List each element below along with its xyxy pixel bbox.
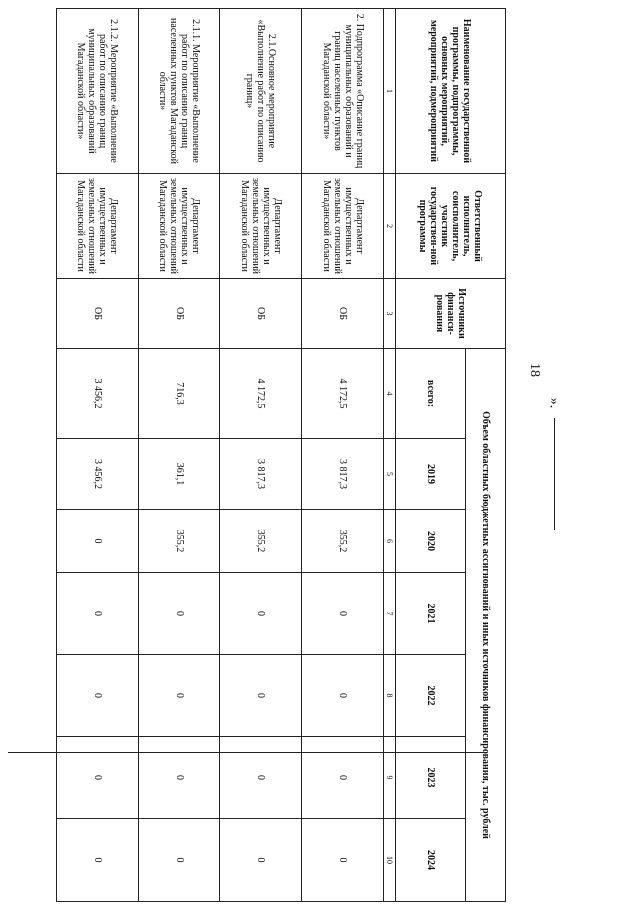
column-number: 7 — [384, 573, 396, 655]
row-total: 4 172,5 — [302, 349, 384, 439]
closing-mark — [548, 395, 572, 455]
column-number: 6 — [384, 510, 396, 573]
column-number: 1 — [384, 9, 396, 174]
header-name: Наименование государственной программы, подпрограммы, основных мероприятий, мероприятий, подмероприятий — [396, 9, 506, 174]
row-total: 3 456,2 — [57, 349, 139, 439]
row-source: ОБ — [220, 279, 302, 349]
column-number: 10 — [384, 819, 396, 902]
row-total: 716,3 — [138, 349, 220, 439]
header-year: 2020 — [396, 510, 466, 573]
row-value: 0 — [302, 573, 384, 655]
closing-quote: ». — [546, 397, 562, 409]
row-executor: Департамент имущественных и земельных отношений Магаданской области — [220, 174, 302, 279]
column-number: 4 — [384, 349, 396, 439]
row-value: 3 817,3 — [220, 439, 302, 510]
row-value: 0 — [138, 573, 220, 655]
header-year: 2021 — [396, 573, 466, 655]
column-number: 3 — [384, 279, 396, 349]
row-value: 0 — [57, 819, 139, 902]
column-number: 5 — [384, 439, 396, 510]
header-year: 2024 — [396, 819, 466, 902]
row-value: 3 456,2 — [57, 439, 139, 510]
row-value: 0 — [220, 573, 302, 655]
row-value: 0 — [138, 819, 220, 902]
row-value: 3 817,3 — [302, 439, 384, 510]
row-value: 0 — [138, 655, 220, 737]
budget-table-rotated — [56, 8, 506, 901]
row-total: 4 172,5 — [220, 349, 302, 439]
row-name: 2.1.Основное мероприятие «Выполнение работ по описанию границ» — [220, 9, 302, 174]
row-value: 0 — [302, 737, 384, 819]
row-value: 361,1 — [138, 439, 220, 510]
budget-table — [56, 8, 506, 902]
row-name: 2. Подпрограмма «Описание границ муниципальных образований и границ населенных пунктов Магаданской области» — [302, 9, 384, 174]
header-volume: Объем областных бюджетных ассигнований и иных источников финансирования, тыс. рублей — [466, 349, 506, 902]
column-number: 2 — [384, 174, 396, 279]
table-row — [220, 9, 302, 902]
row-value: 0 — [57, 737, 139, 819]
header-year: 2019 — [396, 439, 466, 510]
row-executor: Департамент имущественных и земельных отношений Магаданской области — [57, 174, 139, 279]
row-value: 355,2 — [220, 510, 302, 573]
row-executor: Департамент имущественных и земельных отношений Магаданской области — [302, 174, 384, 279]
row-value: 355,2 — [302, 510, 384, 573]
header-source: Источники финанси-рования — [396, 279, 506, 349]
header-year: 2022 — [396, 655, 466, 737]
row-value: 0 — [57, 510, 139, 573]
row-source: ОБ — [57, 279, 139, 349]
row-value: 0 — [57, 655, 139, 737]
column-number: 9 — [384, 737, 396, 819]
row-value: 0 — [220, 819, 302, 902]
header-total: всего: — [396, 349, 466, 439]
row-name: 2.1.1. Мероприятие «Выполнение работ по описанию границ населенных пунктов Магаданской области» — [138, 9, 220, 174]
row-value: 0 — [302, 655, 384, 737]
row-value: 355,2 — [138, 510, 220, 573]
row-value: 0 — [220, 655, 302, 737]
column-number: 8 — [384, 655, 396, 737]
row-executor: Департамент имущественных и земельных отношений Магаданской области — [138, 174, 220, 279]
page-number: 18 — [527, 363, 542, 377]
table-row — [57, 9, 139, 902]
table-row — [302, 9, 384, 902]
header-executor: Ответственный исполнитель, соисполнитель, участник государствен-ной программы — [396, 174, 506, 279]
row-value: 0 — [57, 573, 139, 655]
row-value: 0 — [220, 737, 302, 819]
page-side-rule — [8, 752, 486, 753]
table-row — [138, 9, 220, 902]
header-year: 2023 — [396, 737, 466, 819]
row-source: ОБ — [138, 279, 220, 349]
row-value: 0 — [138, 737, 220, 819]
row-source: ОБ — [302, 279, 384, 349]
signature-line — [554, 418, 555, 530]
row-value: 0 — [302, 819, 384, 902]
row-name: 2.1.2. Мероприятие «Выполнение работ по описанию границ муниципальных образований Магаданской области» — [57, 9, 139, 174]
